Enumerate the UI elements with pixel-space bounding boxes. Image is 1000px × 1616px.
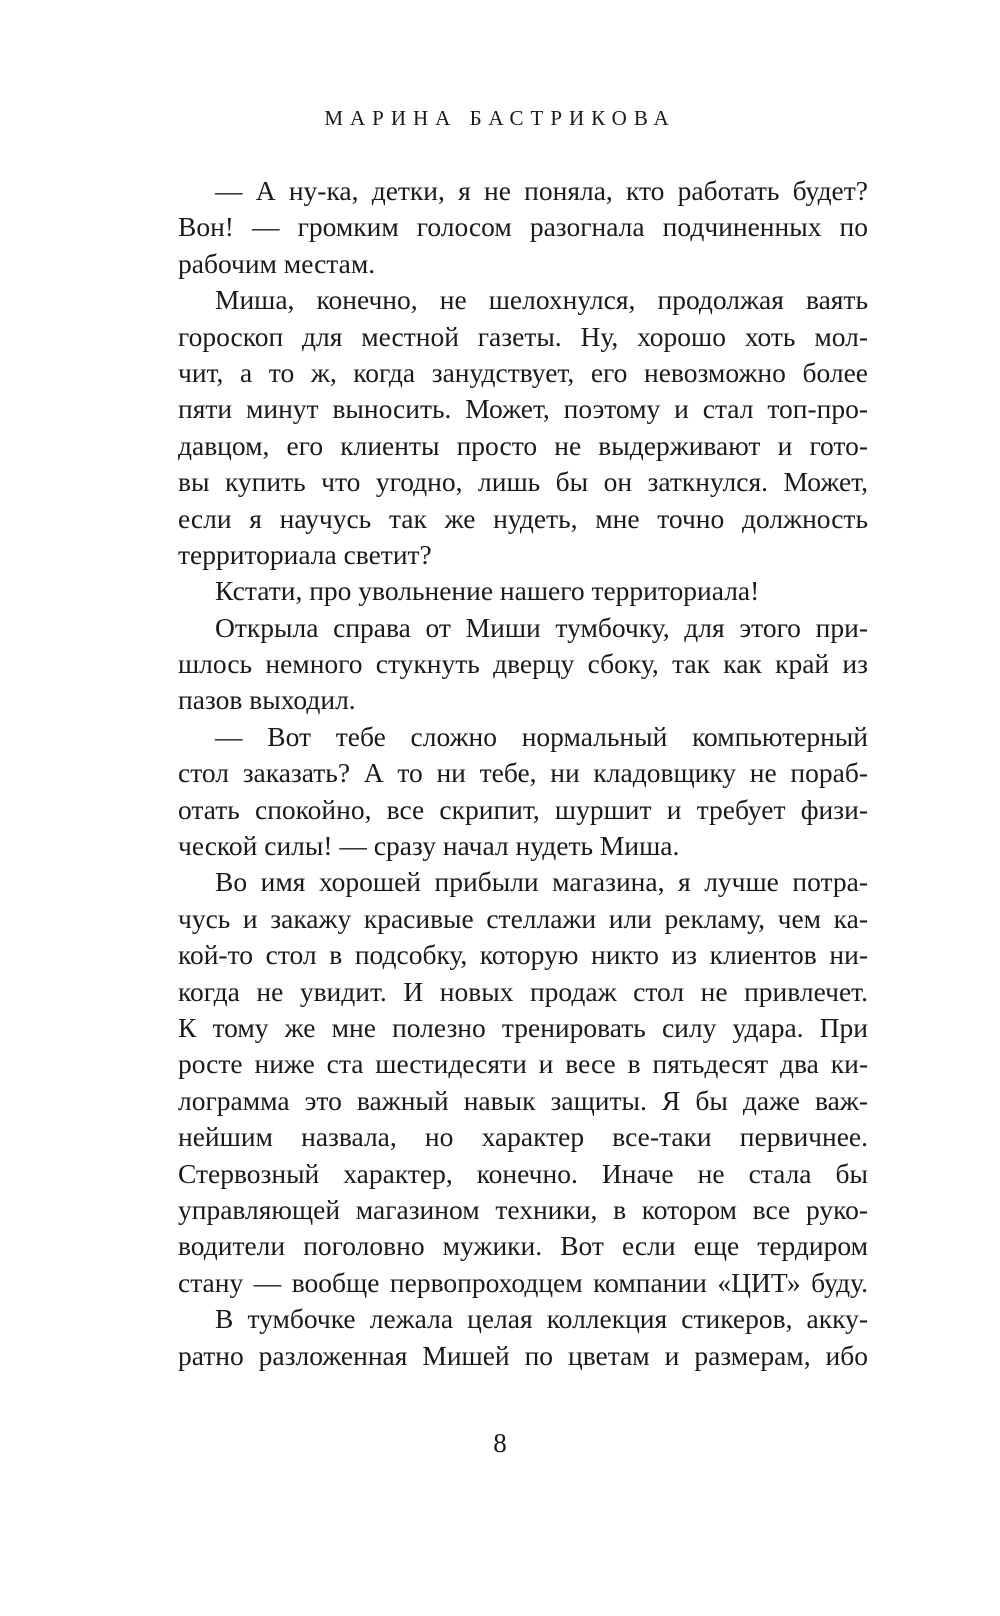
text-line: Миша, конечно, не шелохнулся, продолжая ваять [215, 284, 868, 316]
text-line: вы купить что угодно, лишь бы он заткнулся. Может, [178, 466, 868, 498]
text-line: К тому же мне полезно тренировать силу удара. При [178, 1011, 868, 1043]
text-line: водители поголовно мужики. Вот если еще тердиром [178, 1230, 868, 1262]
text-line: стану — вообще первопроходцем компании «ЦИТ» буду. [178, 1266, 868, 1298]
text-line: пяти минут выносить. Может, поэтому и стал топ-про- [178, 393, 868, 425]
text-line: росте ниже ста шестидесяти и весе в пятьдесят два ки- [178, 1048, 868, 1080]
text-line: если я научусь так же нудеть, мне точно должность [178, 502, 868, 534]
text-line: Открыла справа от Миши тумбочку, для этого при- [215, 611, 868, 643]
text-line: В тумбочке лежала целая коллекция стикеров, акку- [215, 1303, 868, 1335]
text-line: управляющей магазином техники, в котором все руко- [178, 1193, 868, 1225]
text-line: нейшим назвала, но характер все-таки первичнее. [178, 1121, 868, 1153]
text-line: стол заказать? А то ни тебе, ни кладовщику не пораб- [178, 757, 868, 789]
text-line: лограмма это важный навык защиты. Я бы даже важ- [178, 1084, 868, 1116]
text-line: давцом, его клиенты просто не выдерживают и гото- [178, 429, 868, 461]
text-line: Кстати, про увольнение нашего территориала! [215, 575, 760, 607]
body-text [178, 173, 868, 1374]
text-line: отать спокойно, все скрипит, шуршит и требует физи- [178, 793, 868, 825]
text-line: рабочим местам. [178, 247, 376, 279]
text-line: когда не увидит. И новых продаж стол не привлечет. [178, 975, 868, 1007]
text-line: территориала светит? [178, 538, 432, 570]
text-line: шлось немного стукнуть дверцу сбоку, так как край из [178, 648, 868, 680]
text-line: — А ну-ка, детки, я не поняла, кто работать будет? [215, 175, 868, 206]
page-number: 8 [493, 1428, 507, 1458]
text-line: чит, а то ж, когда занудствует, его невозможно более [178, 356, 868, 388]
text-line: пазов выходил. [178, 684, 356, 716]
text-line: Стервозный характер, конечно. Иначе не стала бы [178, 1157, 868, 1189]
text-line: — Вот тебе сложно нормальный компьютерный [215, 720, 868, 752]
text-line: Во имя хорошей прибыли магазина, я лучше потра- [215, 866, 868, 898]
running-head: МАРИНА БАСТРИКОВА [324, 106, 676, 130]
text-line: гороскоп для местной газеты. Ну, хорошо хоть мол- [178, 320, 868, 352]
text-line: кой-то стол в подсобку, которую никто из клиентов ни- [178, 939, 868, 971]
text-line: чусь и закажу красивые стеллажи или рекламу, чем ка- [178, 902, 868, 934]
text-line: Вон! — громким голосом разогнала подчиненных по [178, 211, 868, 243]
text-line: ратно разложенная Мишей по цветам и размерам, ибо [178, 1339, 868, 1371]
text-line: ческой силы! — сразу начал нудеть Миша. [178, 830, 680, 862]
